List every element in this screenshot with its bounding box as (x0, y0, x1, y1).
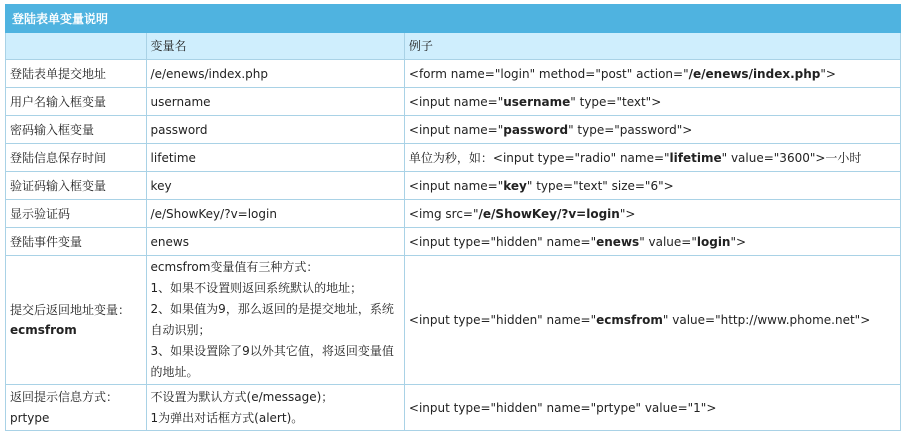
table-row (6, 144, 901, 172)
row-label: 登陆表单提交地址 (6, 60, 147, 88)
variables-table (5, 4, 901, 431)
row-example: <input name="username" type="text"> (404, 88, 900, 116)
row-variable: 不设置为默认方式(e/message)； 1为弹出对话框方式(alert)。 (146, 385, 404, 431)
row-label: 提交后返回地址变量： ecmsfrom (6, 256, 147, 385)
row-variable: username (146, 88, 404, 116)
row-variable: key (146, 172, 404, 200)
row-variable: /e/enews/index.php (146, 60, 404, 88)
row-label: 返回提示信息方式： prtype (6, 385, 147, 431)
row-label: 密码输入框变量 (6, 116, 147, 144)
table-header-row (6, 33, 901, 60)
row-example: <input name="key" type="text" size="6"> (404, 172, 900, 200)
row-example: <input type="hidden" name="prtype" value="1"> (404, 385, 900, 431)
row-example: <input name="password" type="password"> (404, 116, 900, 144)
table-row (6, 385, 901, 431)
header-label (6, 33, 147, 60)
row-label: 登陆事件变量 (6, 228, 147, 256)
row-label: 显示验证码 (6, 200, 147, 228)
row-label: 用户名输入框变量 (6, 88, 147, 116)
table-row (6, 256, 901, 385)
table-row (6, 60, 901, 88)
row-example: <img src="/e/ShowKey/?v=login"> (404, 200, 900, 228)
row-variable: enews (146, 228, 404, 256)
table-row (6, 172, 901, 200)
table-row (6, 116, 901, 144)
table-row (6, 200, 901, 228)
row-example: <input type="hidden" name="enews" value="login"> (404, 228, 900, 256)
row-example: 单位为秒，如：<input type="radio" name="lifetime" value="3600">一小时 (404, 144, 900, 172)
table-title-row (6, 5, 901, 33)
table-row (6, 88, 901, 116)
header-variable-name: 变量名 (146, 33, 404, 60)
row-variable: lifetime (146, 144, 404, 172)
row-variable: password (146, 116, 404, 144)
row-example: <input type="hidden" name="ecmsfrom" value="http://www.phome.net"> (404, 256, 900, 385)
header-example: 例子 (404, 33, 900, 60)
row-label: 登陆信息保存时间 (6, 144, 147, 172)
row-variable: /e/ShowKey/?v=login (146, 200, 404, 228)
table-row (6, 228, 901, 256)
row-example: <form name="login" method="post" action="/e/enews/index.php"> (404, 60, 900, 88)
table-title: 登陆表单变量说明 (6, 5, 901, 33)
login-form-variables-panel (5, 4, 901, 431)
row-label: 验证码输入框变量 (6, 172, 147, 200)
row-variable: ecmsfrom变量值有三种方式： 1、如果不设置则返回系统默认的地址； 2、如果值为9，那么返回的是提交地址，系统自动识别； 3、如果设置除了9以外其它值，将返回变量值的地址。 (146, 256, 404, 385)
